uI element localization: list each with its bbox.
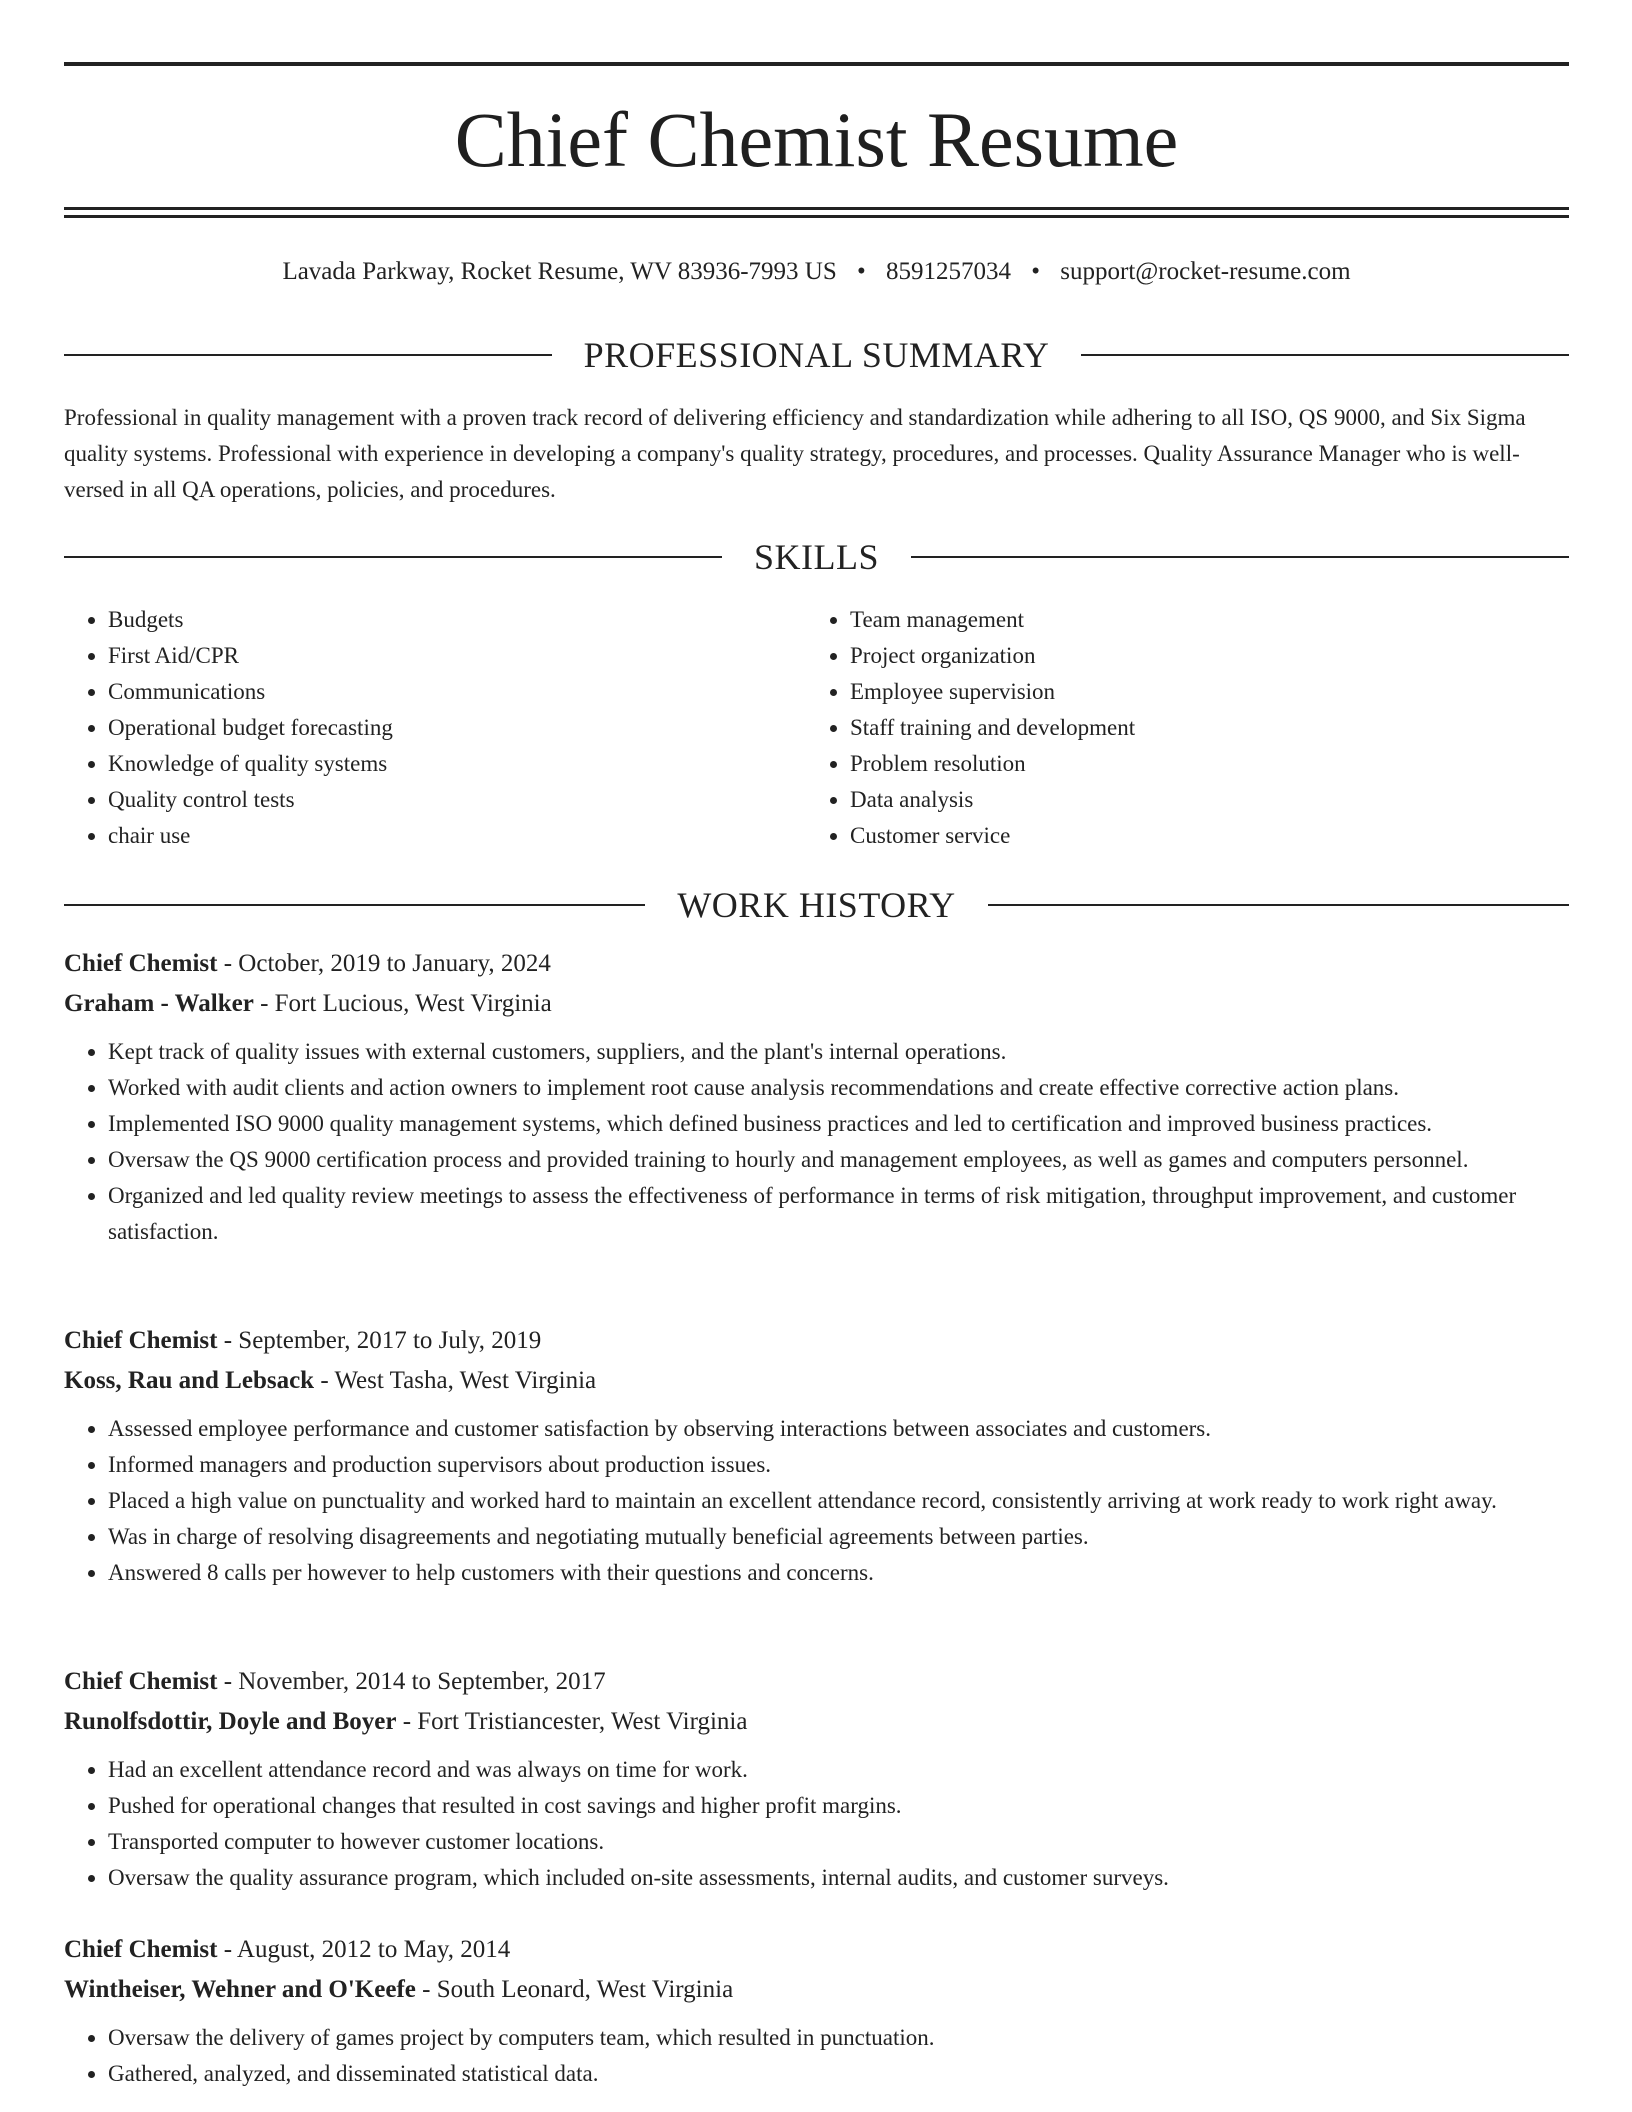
job-bullets — [64, 1752, 1569, 1896]
list-item: • Placed a high value on punctuality and worked hard to maintain an excellent attendance record, consistently arriving at work ready to work right away. — [108, 1483, 1569, 1519]
list-item: • Oversaw the quality assurance program, which included on-site assessments, internal audits, and customer surveys. — [108, 1860, 1569, 1896]
list-item: • Problem resolution — [850, 746, 1548, 782]
job-entry — [64, 1662, 1569, 1896]
contact-separator: • — [1031, 258, 1041, 285]
job-dates: September, 2017 to July, 2019 — [238, 1327, 542, 1354]
list-item: • Assessed employee performance and customer satisfaction by observing interactions between associates and customers. — [108, 1411, 1569, 1447]
work-heading — [64, 885, 1569, 925]
list-item: • Informed managers and production supervisors about production issues. — [108, 1447, 1569, 1483]
job-title: Chief Chemist — [64, 950, 218, 977]
job-entry — [64, 1930, 1569, 2092]
job-entry — [64, 944, 1569, 1250]
list-item: • Transported computer to however customer locations. — [108, 1824, 1569, 1860]
job-location: South Leonard, West Virginia — [436, 1976, 734, 2003]
page-title: Chief Chemist Resume — [454, 96, 1179, 183]
job-company-line — [64, 1970, 1569, 2010]
list-item: • Data analysis — [850, 782, 1548, 818]
contact-phone: 8591257034 — [886, 258, 1011, 285]
job-dates: August, 2012 to May, 2014 — [236, 1936, 511, 1963]
job-dates: November, 2014 to September, 2017 — [238, 1668, 606, 1695]
job-bullets — [64, 1034, 1569, 1250]
skills-list — [64, 602, 1569, 854]
job-title-line — [64, 1662, 1569, 1702]
dash: - — [253, 990, 275, 1017]
skills-column-left — [64, 602, 806, 854]
list-item: • Staff training and development — [850, 710, 1548, 746]
job-company-line — [64, 1702, 1569, 1742]
job-company: Wintheiser, Wehner and O'Keefe — [64, 1976, 416, 2003]
list-item: • Operational budget forecasting — [108, 710, 806, 746]
job-title-line — [64, 1930, 1569, 1970]
list-item: • Oversaw the QS 9000 certification process and provided training to hourly and management employees, as well as games and computers personnel. — [108, 1142, 1569, 1178]
heading-rule — [988, 904, 1569, 906]
dash: - — [314, 1367, 335, 1394]
list-item: • Knowledge of quality systems — [108, 746, 806, 782]
contact-separator: • — [856, 258, 866, 285]
skills-heading — [64, 537, 1569, 577]
dash: - — [217, 1668, 239, 1695]
dash: - — [217, 1936, 237, 1963]
job-company-line — [64, 1361, 1569, 1401]
list-item: • Oversaw the delivery of games project by computers team, which resulted in punctuation. — [108, 2020, 1569, 2056]
dash: - — [415, 1976, 437, 2003]
list-item: • Organized and led quality review meetings to assess the effectiveness of performance in terms of risk mitigation, throughput improvement, and customer satisfaction. — [108, 1178, 1569, 1250]
heading-rule — [64, 904, 645, 906]
list-item: • Quality control tests — [108, 782, 806, 818]
list-item: • First Aid/CPR — [108, 638, 806, 674]
title-rule-lower — [64, 215, 1569, 218]
job-company: Graham - Walker — [64, 990, 254, 1017]
job-title: Chief Chemist — [64, 1327, 218, 1354]
summary-heading — [64, 335, 1569, 375]
list-item: • Employee supervision — [850, 674, 1548, 710]
list-item: • Communications — [108, 674, 806, 710]
job-bullets — [64, 1411, 1569, 1591]
heading-rule — [1081, 354, 1569, 356]
list-item: • Had an excellent attendance record and was always on time for work. — [108, 1752, 1569, 1788]
title-rule-upper — [64, 207, 1569, 210]
job-entry — [64, 1321, 1569, 1591]
contact-address: Lavada Parkway, Rocket Resume, WV 83936-7993 US — [282, 258, 837, 285]
list-item: • Worked with audit clients and action owners to implement root cause analysis recommendations and create effective corrective action plans. — [108, 1070, 1569, 1106]
job-dates: October, 2019 to January, 2024 — [238, 950, 551, 977]
summary-heading-label: PROFESSIONAL SUMMARY — [583, 335, 1050, 375]
dash: - — [217, 950, 239, 977]
job-title: Chief Chemist — [64, 1936, 218, 1963]
job-bullets — [64, 2020, 1569, 2092]
heading-rule — [64, 354, 552, 356]
list-item: • Project organization — [850, 638, 1548, 674]
dash: - — [217, 1327, 239, 1354]
job-location: Fort Tristiancester, West Virginia — [417, 1708, 748, 1735]
top-rule — [64, 62, 1569, 66]
job-title-line — [64, 944, 1569, 984]
job-company: Koss, Rau and Lebsack — [64, 1367, 315, 1394]
job-company: Runolfsdottir, Doyle and Boyer — [64, 1708, 397, 1735]
skills-column-right — [806, 602, 1548, 854]
list-item: • chair use — [108, 818, 806, 854]
list-item: • Was in charge of resolving disagreements and negotiating mutually beneficial agreements between parties. — [108, 1519, 1569, 1555]
list-item: • Gathered, analyzed, and disseminated statistical data. — [108, 2056, 1569, 2092]
work-heading-label: WORK HISTORY — [677, 885, 956, 925]
job-location: Fort Lucious, West Virginia — [274, 990, 552, 1017]
heading-rule — [911, 556, 1569, 558]
job-company-line — [64, 984, 1569, 1024]
summary-text: Professional in quality management with a proven track record of delivering efficiency and standardization while adhering to all ISO, QS 9000, and Six Sigma quality systems. Professional with experience in developing a company's quality strategy, procedures, and processes. Quality Assurance Manager who is well-versed in all QA operations, policies, and procedures. — [64, 405, 1526, 502]
list-item: • Team management — [850, 602, 1548, 638]
contact-email: support@rocket-resume.com — [1060, 258, 1351, 285]
job-title-line — [64, 1321, 1569, 1361]
list-item: • Pushed for operational changes that resulted in cost savings and higher profit margins. — [108, 1788, 1569, 1824]
heading-rule — [64, 556, 722, 558]
job-title: Chief Chemist — [64, 1668, 218, 1695]
dash: - — [396, 1708, 418, 1735]
contact-line — [64, 254, 1569, 290]
list-item: • Kept track of quality issues with external customers, suppliers, and the plant's internal operations. — [108, 1034, 1569, 1070]
list-item: • Answered 8 calls per however to help customers with their questions and concerns. — [108, 1555, 1569, 1591]
skills-heading-label: SKILLS — [754, 537, 880, 577]
list-item: • Customer service — [850, 818, 1548, 854]
list-item: • Budgets — [108, 602, 806, 638]
list-item: • Implemented ISO 9000 quality management systems, which defined business practices and led to certification and improved business practices. — [108, 1106, 1569, 1142]
job-location: West Tasha, West Virginia — [334, 1367, 597, 1394]
